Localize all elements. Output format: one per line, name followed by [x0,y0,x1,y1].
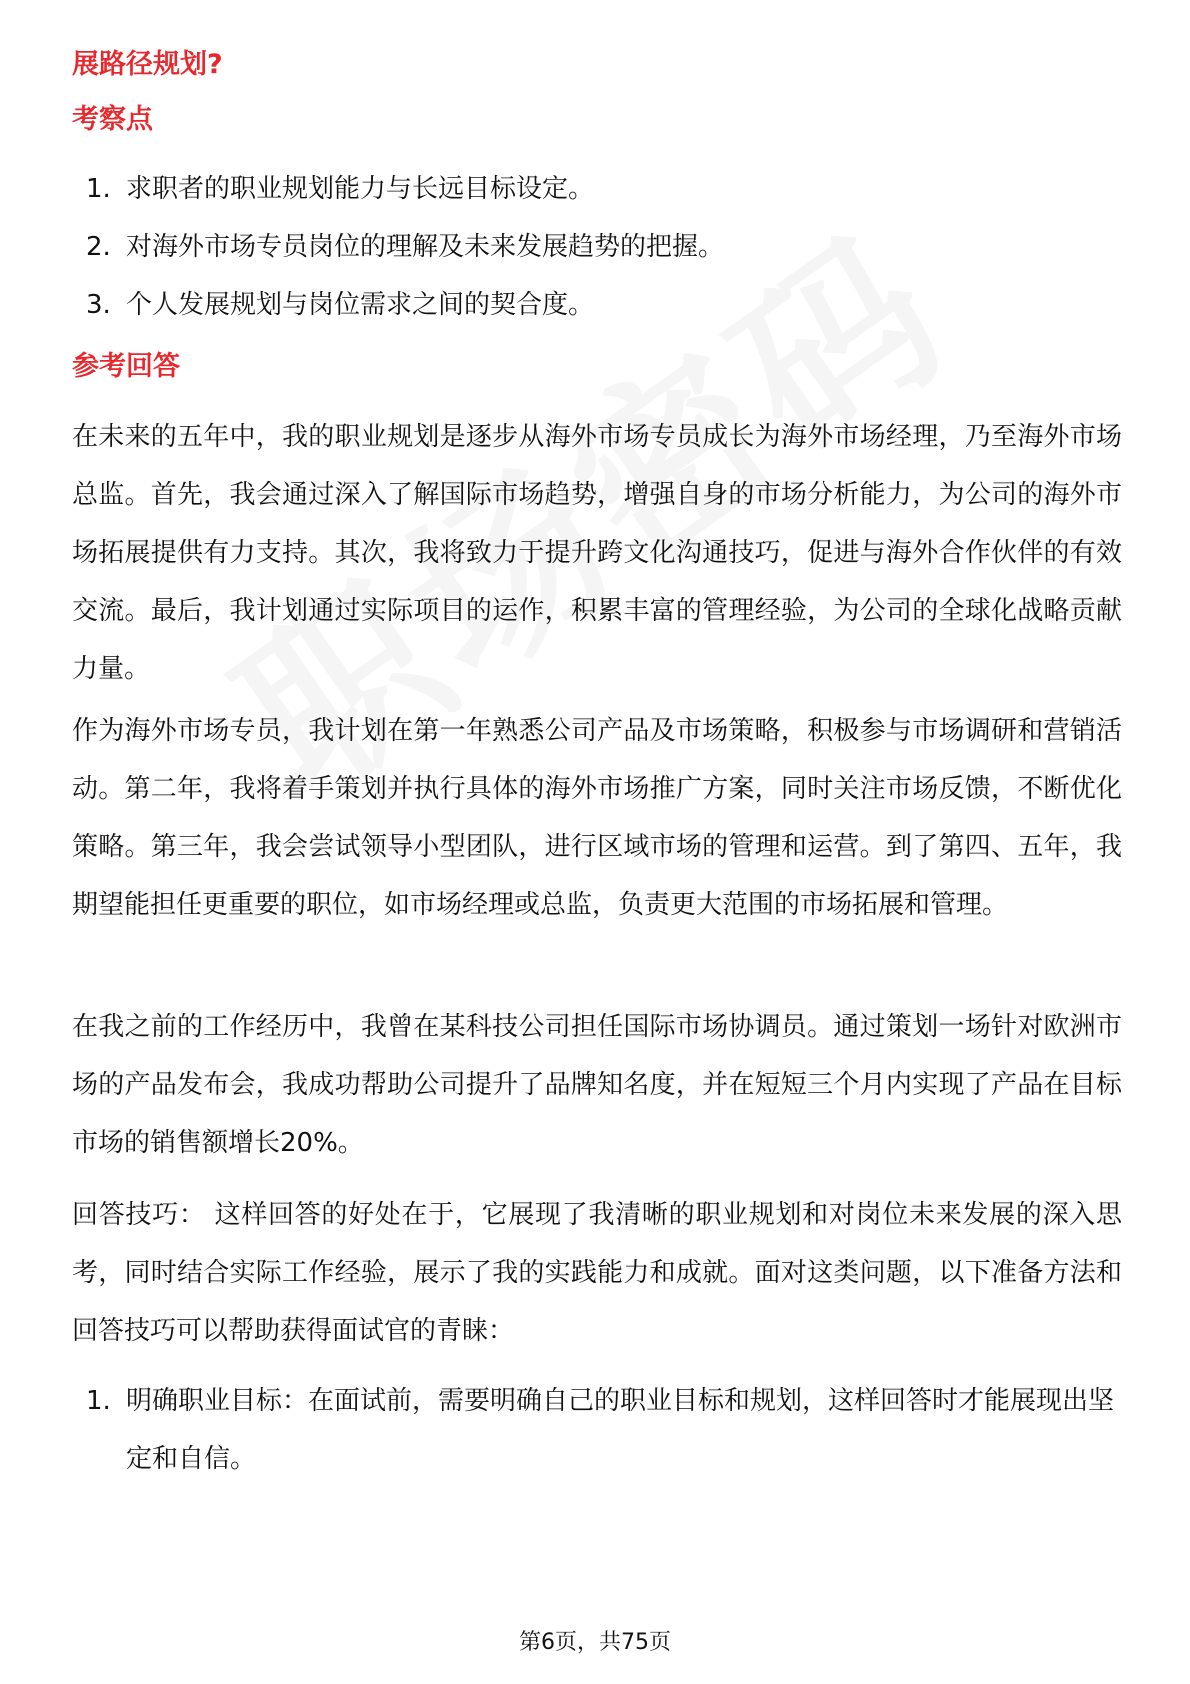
focus-list [86,160,1130,334]
answer-paragraph-2: 作为海外市场专员，我计划在第一年熟悉公司产品及市场策略，积极参与市场调研和营销活动。第二年，我将着手策划并执行具体的海外市场推广方案，同时关注市场反馈，不断优化策略。第三年，我会尝试领导小型团队，进行区域市场的管理和运营。到了第四、五年，我期望能担任更重要的职位，如市场经理或总监，负责更大范围的市场拓展和管理。 [72,716,1122,920]
page-number: 第6页，共75页 [519,1630,671,1655]
section-title-focus: 考察点 [72,104,153,135]
tips-list [86,1372,1126,1488]
list-item: 3. 个人发展规划与岗位需求之间的契合度。 [86,290,595,320]
heading-continuation: 展路径规划? [72,49,223,80]
list-item: 1. 明确职业目标：在面试前，需要明确自己的职业目标和规划，这样回答时才能展现出坚定和自信。 [86,1386,1115,1474]
list-item: 1. 求职者的职业规划能力与长远目标设定。 [86,174,595,204]
answer-paragraph-1: 在未来的五年中，我的职业规划是逐步从海外市场专员成长为海外市场经理，乃至海外市场总监。首先，我会通过深入了解国际市场趋势，增强自身的市场分析能力，为公司的海外市场拓展提供有力支持。其次，我将致力于提升跨文化沟通技巧，促进与海外合作伙伴的有效交流。最后，我计划通过实际项目的运作，积累丰富的管理经验，为公司的全球化战略贡献力量。 [72,422,1122,684]
answer-paragraph-3: 在我之前的工作经历中，我曾在某科技公司担任国际市场协调员。通过策划一场针对欧洲市场的产品发布会，我成功帮助公司提升了品牌知名度，并在短短三个月内实现了产品在目标市场的销售额增长20%。 [72,1012,1122,1158]
answer-tips-paragraph: 回答技巧： 这样回答的好处在于，它展现了我清晰的职业规划和对岗位未来发展的深入思考，同时结合实际工作经验，展示了我的实践能力和成就。面对这类问题，以下准备方法和回答技巧可以帮助获得面试官的青睐： [72,1200,1122,1346]
section-title-answer: 参考回答 [72,351,180,382]
list-item: 2. 对海外市场专员岗位的理解及未来发展趋势的把握。 [86,232,725,262]
